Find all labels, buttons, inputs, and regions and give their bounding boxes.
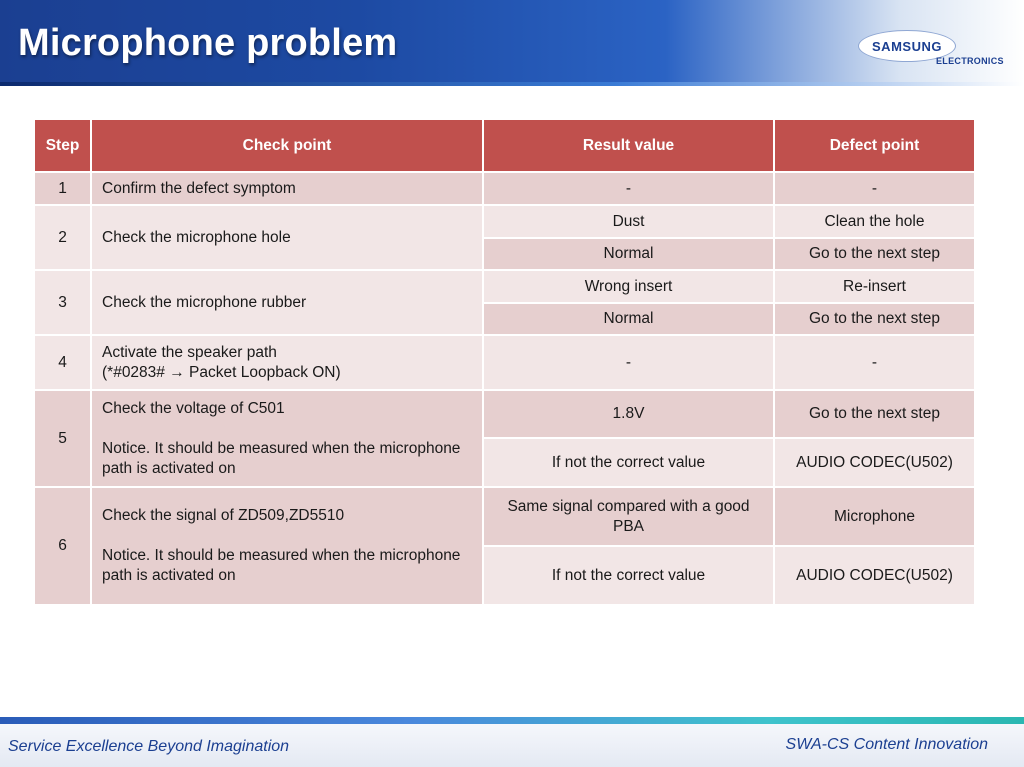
defect-point: Go to the next step — [774, 303, 975, 335]
check-point-line: Check the signal of ZD509,ZD5510 — [102, 507, 345, 524]
header-step: Step — [34, 119, 91, 172]
footer-slogan: Service Excellence Beyond Imagination — [8, 738, 290, 755]
table-row — [34, 205, 975, 238]
result-value: - — [483, 335, 774, 390]
check-point: Confirm the defect symptom — [91, 172, 483, 205]
footer — [0, 724, 1024, 767]
logo-sub: ELECTRONICS — [936, 56, 1004, 66]
step-number: 1 — [34, 172, 91, 205]
table-row — [34, 487, 975, 546]
defect-point: Go to the next step — [774, 238, 975, 270]
title-bar — [0, 0, 1024, 82]
result-value: Same signal compared with a good PBA — [483, 487, 774, 546]
footer-credit: SWA-CS Content Innovation — [785, 736, 988, 753]
header-result-value: Result value — [483, 119, 774, 172]
check-point: Check the microphone hole — [91, 205, 483, 270]
check-point — [91, 335, 483, 390]
check-point-detail: (*#0283# → Packet Loopback ON) — [102, 363, 341, 381]
defect-point: Microphone — [774, 487, 975, 546]
check-point-line: Activate the speaker path — [102, 343, 277, 361]
result-value: If not the correct value — [483, 438, 774, 487]
result-value: Wrong insert — [483, 270, 774, 303]
check-table — [33, 118, 976, 606]
samsung-logo — [858, 28, 1008, 70]
step-number: 6 — [34, 487, 91, 605]
check-point — [91, 390, 483, 487]
header-check-point: Check point — [91, 119, 483, 172]
step-number: 5 — [34, 390, 91, 487]
logo-brand: SAMSUNG — [872, 38, 942, 54]
defect-point: - — [774, 335, 975, 390]
check-point: Check the microphone rubber — [91, 270, 483, 335]
defect-point: Go to the next step — [774, 390, 975, 438]
defect-point: AUDIO CODEC(U502) — [774, 438, 975, 487]
result-value: Normal — [483, 303, 774, 335]
result-value: - — [483, 172, 774, 205]
step-number: 3 — [34, 270, 91, 335]
defect-point: AUDIO CODEC(U502) — [774, 546, 975, 605]
step-number: 2 — [34, 205, 91, 270]
notice-text: Notice. It should be measured when the microphone path is activated on — [102, 439, 461, 477]
title-underline — [0, 82, 1024, 86]
table-row — [34, 390, 975, 438]
table-row — [34, 270, 975, 303]
notice-text: Notice. It should be measured when the microphone path is activated on — [102, 547, 461, 584]
table-row — [34, 172, 975, 205]
result-value: 1.8V — [483, 390, 774, 438]
slide-title: Microphone problem — [18, 22, 398, 64]
result-value: Normal — [483, 238, 774, 270]
footer-accent-bar — [0, 717, 1024, 724]
defect-point: - — [774, 172, 975, 205]
step-number: 4 — [34, 335, 91, 390]
check-point-line: Check the voltage of C501 — [102, 399, 285, 417]
defect-point: Re-insert — [774, 270, 975, 303]
header-defect-point: Defect point — [774, 119, 975, 172]
check-point — [91, 487, 483, 605]
defect-point: Clean the hole — [774, 205, 975, 238]
table-row — [34, 335, 975, 390]
table-header-row — [34, 119, 975, 172]
result-value: If not the correct value — [483, 546, 774, 605]
result-value: Dust — [483, 205, 774, 238]
